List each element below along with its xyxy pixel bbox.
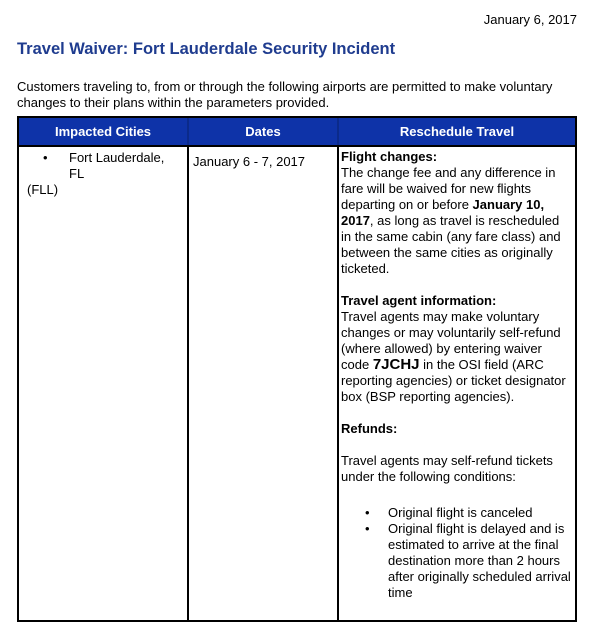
rebook-deadline: January 10, 2017 [341, 197, 545, 228]
city-list-item [23, 150, 183, 182]
flight-changes-text-end: , as long as travel is rescheduled in the same cabin (any fare class) and between the same cities as originally ticketed. [341, 213, 561, 276]
impacted-cities-cell [19, 147, 187, 622]
header-dates: Dates [187, 118, 337, 145]
list-item: • Original flight is canceled [341, 505, 571, 521]
city-code: (FLL) [27, 182, 59, 197]
page-title: Travel Waiver: Fort Lauderdale Security Incident [17, 40, 396, 58]
city-name: Fort Lauderdale, FL [69, 150, 165, 181]
agent-info-heading: Travel agent information: [341, 293, 497, 308]
flight-changes-heading: Flight changes: [341, 149, 438, 164]
table-header-row [19, 118, 575, 145]
document-date: January 6, 2017 [483, 12, 577, 27]
header-reschedule-travel: Reschedule Travel [337, 118, 575, 145]
agent-info-text-end: in the OSI field (ARC reporting agencies) or ticket designator box (BSP reporting agencies). [341, 357, 566, 404]
dates-cell: January 6 - 7, 2017 [187, 147, 337, 622]
refund-conditions-list [341, 505, 571, 601]
waiver-table [17, 116, 577, 622]
header-impacted-cities: Impacted Cities [54, 124, 152, 139]
refunds-text: Travel agents may self-refund tickets under the following conditions: [341, 453, 553, 484]
intro-text: Customers traveling to, from or through the following airports are permitted to make voluntary changes to their plans within the parameters provided. [17, 79, 553, 110]
table-row [19, 145, 575, 622]
agent-info-text: Travel agents may make voluntary changes or may voluntarily self-refund (where allowed) by entering waiver code [341, 309, 561, 372]
list-item: • Original flight is delayed and is estimated to arrive at the final destination more than 2 hours after originally scheduled arrival time [341, 521, 571, 601]
refunds-heading: Refunds: [341, 421, 398, 436]
bullet-icon: • [365, 505, 370, 520]
bullet-icon: • [43, 150, 48, 165]
flight-changes-text: The change fee and any difference in fare will be waived for new flights departing on or before [341, 165, 556, 212]
reschedule-travel-cell [337, 147, 575, 622]
waiver-code: 7JCHJ [372, 356, 420, 373]
bullet-icon: • [365, 521, 370, 536]
